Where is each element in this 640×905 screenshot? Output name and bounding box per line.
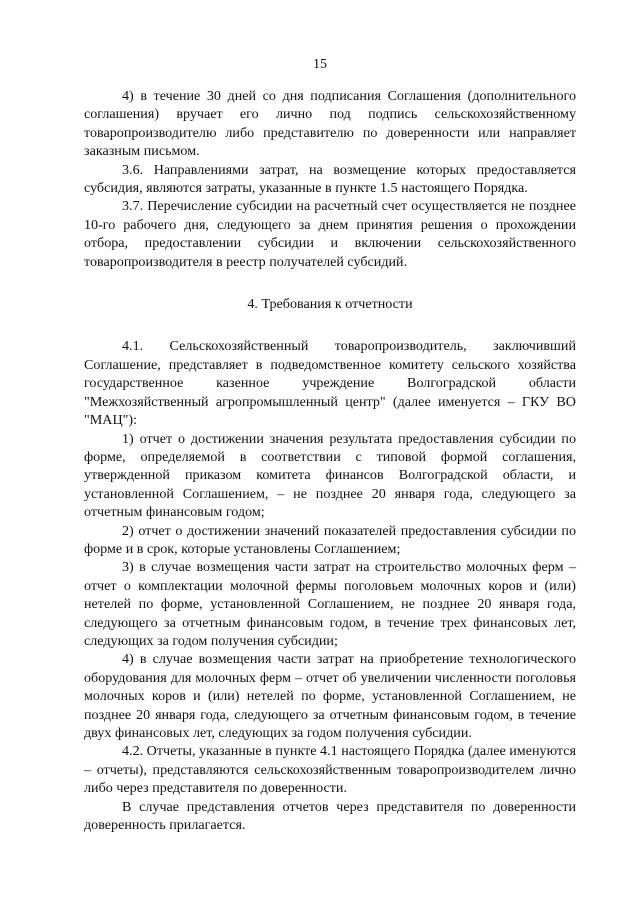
paragraph-agreement-delivery: 4) в течение 30 дней со дня подписания Соглашения (дополнительного соглашения) вручает его лично под подпись сельскохозяйственному товаропроизводителю либо представителю по доверенности или направляет заказным письмом. [84,88,576,160]
page-number: 15 [313,57,327,72]
list-item-1: 1) отчет о достижении значения результата предоставления субсидии по форме, определяемой в соответствии с типовой формой соглашения, утвержденной приказом комитета финансов Волгоградской области, и установленной Соглашением, – не позднее 20 января года, следующего за отчетным финансовым годом; [84,430,576,521]
list-item-4: 4) в случае возмещения части затрат на приобретение технологического оборудования для молочных ферм – отчет об увеличении численности поголовья молочных коров и (или) нетелей по форме, установленной Соглашением, не позднее 20 января года, следующего за отчетным финансовым годом, в течение двух финансовых лет, следующих за годом получения субсидии. [84,651,576,741]
section-heading: 4. Требования к отчетности [247,296,413,313]
list-item-3: 3) в случае возмещения части затрат на строительство молочных ферм – отчет о комплектации молочной фермы поголовьем молочных коров и (или) нетелей по форме, установленной Соглашением, не позднее 20 января года, следующего за отчетным финансовым годом, в течение трех финансовых лет, следующих за годом получения субсидии; [84,559,576,649]
paragraph-3-6: 3.6. Направлениями затрат, на возмещение которых предоставляется субсидия, являются затраты, указанные в пункте 1.5 настоящего Порядка. [84,161,576,197]
paragraph-representative: В случае представления отчетов через представителя по доверенности доверенность прилагается. [84,798,576,834]
paragraph-4-2: 4.2. Отчеты, указанные в пункте 4.1 настоящего Порядка (далее именуются – отчеты), представляются сельскохозяйственным товаропроизводителем лично либо через представителя по доверенности. [84,743,576,797]
list-item-2: 2) отчет о достижении значений показателей предоставления субсидии по форме и в срок, которые установлены Соглашением; [84,522,576,557]
document-body [84,87,576,834]
paragraph-3-7: 3.7. Перечисление субсидии на расчетный счет осуществляется не позднее 10-го рабочего дня, следующего за днем принятия решения о прохождении отбора, предоставлении субсидии и включении сельскохозяйственного товаропроизводителя в реестр получателей субсидий. [84,198,576,270]
paragraph-4-1: 4.1. Сельскохозяйственный товаропроизводитель, заключивший Соглашение, представляет в подведомственное комитету сельского хозяйства государственное казенное учреждение Волгоградской области "Межхозяйственный агропромышленный центр" (далее именуется – ГКУ ВО "МАЦ"): [84,338,576,429]
